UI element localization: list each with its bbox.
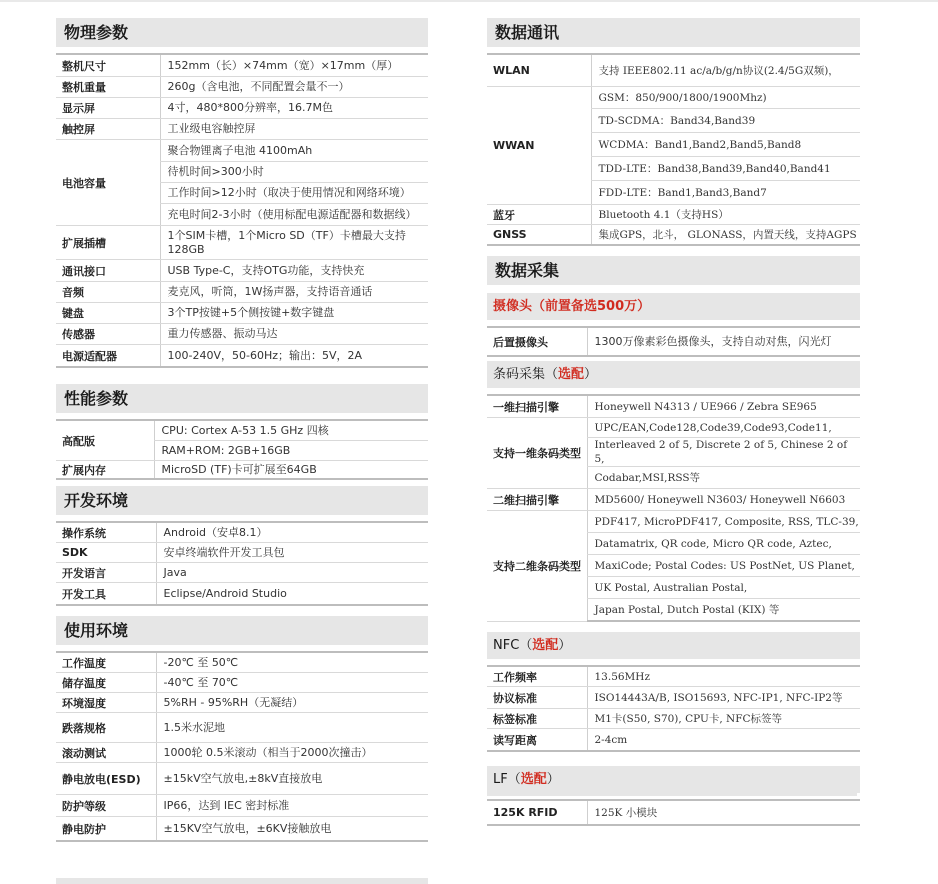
table-row xyxy=(56,817,428,842)
section-title: 数据通讯 xyxy=(487,18,860,47)
spec-value: 3个TP按键+5个侧按键+数字键盘 xyxy=(160,303,428,324)
table-row xyxy=(487,225,860,246)
spec-value: 充电时间2-3小时（使用标配电源适配器和数据线） xyxy=(160,204,428,226)
spacer xyxy=(487,246,860,256)
spec-key: 高配版 xyxy=(56,420,154,461)
spec-value: 支持 IEEE802.11 ac/a/b/g/n协议(2.4/5G双频)， xyxy=(591,54,860,87)
spec-value: 1.5米水泥地 xyxy=(156,713,428,743)
section-title: 性能参数 xyxy=(56,384,428,413)
spec-table xyxy=(487,799,860,826)
spec-key: 工作温度 xyxy=(56,652,156,673)
spec-key: 静电防护 xyxy=(56,817,156,842)
table-row xyxy=(56,522,428,543)
table-row xyxy=(487,395,860,418)
table-row xyxy=(56,226,428,260)
spec-value: WCDMA：Band1,Band2,Band5,Band8 xyxy=(591,133,860,157)
section-title: 开发环境 xyxy=(56,486,428,515)
section-title: 使用环境 xyxy=(56,616,428,645)
table-row xyxy=(56,119,428,140)
spec-value: 待机时间>300小时 xyxy=(160,162,428,183)
spec-key: 开发语言 xyxy=(56,563,156,583)
spec-value: 工业级电容触控屏 xyxy=(160,119,428,140)
spec-key: 环境湿度 xyxy=(56,693,156,713)
spec-key: 蓝牙 xyxy=(487,205,591,225)
spec-key: 电池容量 xyxy=(56,140,160,226)
optional-badge: 选配 xyxy=(520,772,547,787)
spec-table xyxy=(56,53,428,368)
table-row xyxy=(56,461,428,480)
subsection-title xyxy=(487,632,860,659)
spec-key: 操作系统 xyxy=(56,522,156,543)
table-row xyxy=(56,98,428,119)
right-column xyxy=(487,18,860,826)
table-row xyxy=(56,420,428,441)
spec-value: UPC/EAN,Code128,Code39,Code93,Code11, xyxy=(587,418,860,438)
table-row xyxy=(487,54,860,87)
spec-value: USB Type-C，支持OTG功能，支持快充 xyxy=(160,260,428,282)
table-row xyxy=(487,687,860,709)
spec-value: MicroSD (TF)卡可扩展至64GB xyxy=(154,461,428,480)
spec-value: ISO14443A/B, ISO15693, NFC-IP1, NFC-IP2等 xyxy=(587,687,860,709)
subsection-title-close: ） xyxy=(584,367,598,382)
spec-key: WLAN xyxy=(487,54,591,87)
spec-value: Japan Postal, Dutch Postal (KIX) 等 xyxy=(587,599,860,622)
subsection-title xyxy=(487,361,860,388)
spec-value: Datamatrix, QR code, Micro QR code, Aztec, xyxy=(587,533,860,555)
spec-value: CPU: Cortex A-53 1.5 GHz 四核 xyxy=(154,420,428,441)
table-row xyxy=(56,345,428,368)
table-row xyxy=(487,327,860,356)
spec-value: 4寸，480*800分辨率，16.7M色 xyxy=(160,98,428,119)
subsection-title: 摄像头（前置备选500万） xyxy=(487,293,860,320)
spec-key: 储存温度 xyxy=(56,673,156,693)
spec-value: M1卡(S50, S70), CPU卡, NFC标签等 xyxy=(587,709,860,729)
spec-key: 扩展插槽 xyxy=(56,226,160,260)
subsection-title-close: ） xyxy=(546,772,560,787)
table-row xyxy=(56,652,428,673)
spacer xyxy=(487,622,860,628)
table-row xyxy=(56,763,428,795)
spec-value: 152mm（长）×74mm（宽）×17mm（厚） xyxy=(160,54,428,77)
spec-value: GSM：850/900/1800/1900Mhz) xyxy=(591,87,860,109)
spec-value: 聚合物锂离子电池 4100mAh xyxy=(160,140,428,162)
table-row xyxy=(56,795,428,817)
spec-value: 重力传感器、振动马达 xyxy=(160,324,428,345)
spec-table xyxy=(487,394,860,622)
table-row xyxy=(487,709,860,729)
bottom-bar-left xyxy=(56,878,428,884)
spec-value: Eclipse/Android Studio xyxy=(156,583,428,606)
spec-key: 通讯接口 xyxy=(56,260,160,282)
table-row xyxy=(56,543,428,563)
subsection-title-text: LF（ xyxy=(493,772,521,787)
table-row xyxy=(56,282,428,303)
spec-value: TDD-LTE：Band38,Band39,Band40,Band41 xyxy=(591,157,860,181)
spec-value: IP66，达到 IEC 密封标准 xyxy=(156,795,428,817)
table-row xyxy=(487,666,860,687)
spec-value: -40℃ 至 70℃ xyxy=(156,673,428,693)
table-row xyxy=(487,800,860,825)
spec-key: 显示屏 xyxy=(56,98,160,119)
spec-value: 1300万像素彩色摄像头，支持自动对焦，闪光灯 xyxy=(587,327,860,356)
subsection-title-text: 条码采集（ xyxy=(493,367,559,382)
spec-key: WWAN xyxy=(487,87,591,205)
table-row xyxy=(56,140,428,162)
table-row xyxy=(56,693,428,713)
spacer xyxy=(487,752,860,762)
spec-key: 工作频率 xyxy=(487,666,587,687)
spec-key: 标签标准 xyxy=(487,709,587,729)
spec-key: 静电放电(ESD) xyxy=(56,763,156,795)
table-row xyxy=(56,260,428,282)
top-divider xyxy=(0,0,938,2)
spec-value: 1个SIM卡槽，1个Micro SD（TF）卡槽最大支持128GB xyxy=(160,226,428,260)
spec-key: 键盘 xyxy=(56,303,160,324)
spec-value: ±15KV空气放电，±6KV接触放电 xyxy=(156,817,428,842)
subsection-title-text: NFC（ xyxy=(493,638,533,653)
spec-value: 13.56MHz xyxy=(587,666,860,687)
subsection-title-close: ） xyxy=(558,638,572,653)
spec-key: SDK xyxy=(56,543,156,563)
spec-value: Codabar,MSI,RSS等 xyxy=(587,467,860,489)
spec-value: 安卓终端软件开发工具包 xyxy=(156,543,428,563)
spec-table xyxy=(487,326,860,357)
spec-value: Honeywell N4313 / UE966 / Zebra SE965 xyxy=(587,395,860,418)
spec-table xyxy=(487,53,860,246)
spec-value: 集成GPS，北斗， GLONASS，内置天线，支持AGPS xyxy=(591,225,860,246)
spec-value: 5%RH - 95%RH（无凝结） xyxy=(156,693,428,713)
spec-key: GNSS xyxy=(487,225,591,246)
left-column xyxy=(56,18,428,842)
spec-key: 二维扫描引擎 xyxy=(487,489,587,511)
table-row xyxy=(487,511,860,533)
spec-value: 工作时间>12小时（取决于使用情况和网络环境） xyxy=(160,183,428,204)
spec-key: 整机重量 xyxy=(56,77,160,98)
spec-value: RAM+ROM: 2GB+16GB xyxy=(154,441,428,461)
table-row xyxy=(487,729,860,752)
spec-value: ±15kV空气放电,±8kV直接放电 xyxy=(156,763,428,795)
spacer xyxy=(56,368,428,384)
spec-key: 跌落规格 xyxy=(56,713,156,743)
spec-value: 2-4cm xyxy=(587,729,860,752)
spec-value: 1000轮 0.5米滚动（相当于2000次撞击） xyxy=(156,743,428,763)
table-row xyxy=(56,303,428,324)
spec-key: 125K RFID xyxy=(487,800,587,825)
spec-key: 电源适配器 xyxy=(56,345,160,368)
spec-value: 100-240V，50-60Hz；输出：5V，2A xyxy=(160,345,428,368)
spec-table xyxy=(56,521,428,606)
spec-value: Java xyxy=(156,563,428,583)
spec-key: 一维扫描引擎 xyxy=(487,395,587,418)
subsection-title xyxy=(487,766,860,793)
spec-key: 触控屏 xyxy=(56,119,160,140)
table-row xyxy=(487,489,860,511)
spec-key: 后置摄像头 xyxy=(487,327,587,356)
spacer xyxy=(56,606,428,616)
spec-key: 扩展内存 xyxy=(56,461,154,480)
spec-key: 支持二维条码类型 xyxy=(487,511,587,622)
spec-table xyxy=(56,419,428,480)
table-row xyxy=(56,743,428,763)
spec-key: 防护等级 xyxy=(56,795,156,817)
spec-value: 125K 小模块 xyxy=(587,800,860,825)
bottom-bar-right xyxy=(487,790,857,796)
spec-key: 开发工具 xyxy=(56,583,156,606)
table-row xyxy=(56,54,428,77)
spec-value: UK Postal, Australian Postal, xyxy=(587,577,860,599)
table-row xyxy=(56,77,428,98)
table-row xyxy=(487,418,860,438)
table-row xyxy=(56,324,428,345)
spec-value: Bluetooth 4.1（支持HS） xyxy=(591,205,860,225)
spec-key: 协议标准 xyxy=(487,687,587,709)
table-row xyxy=(487,87,860,109)
spec-value: 麦克风，听筒，1W扬声器，支持语音通话 xyxy=(160,282,428,303)
table-row xyxy=(56,583,428,606)
spec-value: PDF417, MicroPDF417, Composite, RSS, TLC-39, xyxy=(587,511,860,533)
spec-value: TD-SCDMA：Band34,Band39 xyxy=(591,109,860,133)
spec-value: FDD-LTE：Band1,Band3,Band7 xyxy=(591,181,860,205)
spec-key: 音频 xyxy=(56,282,160,303)
spec-table xyxy=(487,665,860,752)
spec-value: MaxiCode; Postal Codes: US PostNet, US Planet, xyxy=(587,555,860,577)
table-row xyxy=(56,563,428,583)
spec-value: Android（安卓8.1） xyxy=(156,522,428,543)
optional-badge: 选配 xyxy=(558,367,585,382)
spec-value: 260g（含电池，不同配置会量不一） xyxy=(160,77,428,98)
section-title: 数据采集 xyxy=(487,256,860,285)
spec-value: MD5600/ Honeywell N3603/ Honeywell N6603 xyxy=(587,489,860,511)
table-row xyxy=(487,205,860,225)
spec-key: 滚动测试 xyxy=(56,743,156,763)
section-title: 物理参数 xyxy=(56,18,428,47)
spec-key: 传感器 xyxy=(56,324,160,345)
spec-key: 整机尺寸 xyxy=(56,54,160,77)
table-row xyxy=(56,713,428,743)
table-row xyxy=(56,673,428,693)
spec-value: Interleaved 2 of 5, Discrete 2 of 5, Chinese 2 of 5, xyxy=(587,438,860,467)
spec-key: 读写距离 xyxy=(487,729,587,752)
spec-value: -20℃ 至 50℃ xyxy=(156,652,428,673)
spec-table xyxy=(56,651,428,842)
optional-badge: 选配 xyxy=(532,638,559,653)
spec-key: 支持一维条码类型 xyxy=(487,418,587,489)
